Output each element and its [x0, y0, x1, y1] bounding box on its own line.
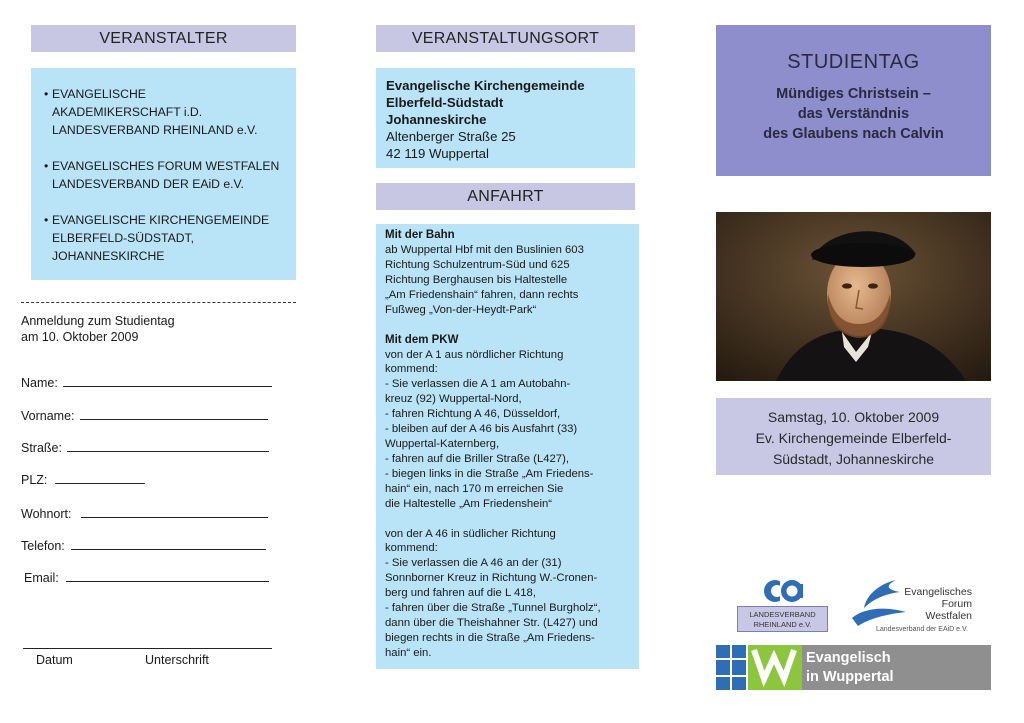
- name-line[interactable]: [63, 385, 272, 387]
- anmeldung-heading: Anmeldung zum Studientag am 10. Oktober 2009: [21, 314, 175, 344]
- bahn-text: ab Wuppertal Hbf mit den Buslinien 603 Richtung Schulzentrum-Süd und 625 Richtung Berghausen bis Haltestelle „Am Friedenshain“ fahren, dann rechts Fußweg „Von-der-Heydt-Park“: [385, 244, 584, 316]
- ort-box: [376, 68, 635, 168]
- wuppertal-grid-icon: [716, 645, 802, 690]
- date-location-box: Samstag, 10. Oktober 2009 Ev. Kirchengemeinde Elberfeld- Südstadt, Johanneskirche: [716, 398, 991, 475]
- veranstalter-item: • EVANGELISCHE AKADEMIKERSCHAFT i.D. LANDESVERBAND RHEINLAND e.V.: [44, 87, 258, 137]
- wohnort-line[interactable]: [81, 516, 268, 518]
- forum-westfalen-logo: [848, 574, 976, 638]
- vorname-field[interactable]: Vorname:: [21, 409, 268, 423]
- strasse-field[interactable]: Straße:: [21, 441, 269, 455]
- veranstalter-item: • EVANGELISCHE KIRCHENGEMEINDE ELBERFELD-SÜDSTADT, JOHANNESKIRCHE: [44, 213, 270, 263]
- plz-field[interactable]: PLZ:: [21, 473, 145, 487]
- ort-header: VERANSTALTUNGSORT: [376, 25, 635, 52]
- cut-line: [21, 302, 296, 303]
- ort-address: Evangelische Kirchengemeinde Elberfeld-Südstadt Johanneskirche Altenberger Straße 25 42 119 Wuppertal: [386, 78, 585, 161]
- veranstalter-header: VERANSTALTER: [31, 25, 296, 52]
- telefon-line[interactable]: [71, 548, 266, 550]
- anfahrt-header: ANFAHRT: [376, 183, 635, 210]
- forum-text: Evangelisches Forum Westfalen: [904, 586, 972, 622]
- pkw-text-north: von der A 1 aus nördlicher Richtung kommend: - Sie verlassen die A 1 am Autobahn- kreuz (92) Wuppertal-Nord, - fahren Richtung A 46, Düsseldorf, - bleiben auf der A 46 bis Ausfahrt (33) Wuppertal-Katernberg, - fahren auf die Briller Straße (L427), - biegen links in die Straße „Am Friedens- hain“ ein, nach 170 m erreichen Sie die Haltestelle „Am Friedenshein“: [385, 348, 594, 510]
- pkw-heading: Mit dem PKW: [385, 333, 459, 346]
- datum-label: Datum: [36, 653, 73, 667]
- strasse-line[interactable]: [67, 450, 269, 452]
- telefon-field[interactable]: Telefon:: [21, 539, 266, 553]
- wohnort-field[interactable]: Wohnort:: [21, 507, 268, 521]
- ea-logo-icon: [737, 576, 830, 606]
- ea-label: LANDESVERBAND RHEINLAND e.V.: [737, 606, 828, 632]
- ea-rheinland-logo: [737, 576, 830, 634]
- calvin-portrait: [716, 212, 991, 381]
- studientag-title: STUDIENTAG: [787, 51, 920, 73]
- wuppertal-logo: [716, 645, 991, 690]
- vorname-line[interactable]: [80, 418, 268, 420]
- forum-swoosh-icon: [848, 578, 908, 628]
- email-field[interactable]: Email:: [24, 571, 269, 585]
- unterschrift-label: Unterschrift: [145, 653, 209, 667]
- veranstalter-list: [44, 85, 289, 283]
- signature-line[interactable]: [23, 648, 272, 649]
- pkw-text-south: von der A 46 in südlicher Richtung kommend: - Sie verlassen die A 46 an der (31) Sonnborner Kreuz in Richtung W.-Cronen- berg und fahren auf die L 418, - fahren über die Straße „Tunnel Burgholz“, dann über die Theishahner Str. (L427) und biegen rechts in die Straße „Am Friedens- hain“ ein.: [385, 527, 601, 659]
- plz-line[interactable]: [55, 482, 145, 484]
- name-field[interactable]: Name:: [21, 376, 272, 390]
- veranstalter-item: • EVANGELISCHES FORUM WESTFALEN LANDESVERBAND DER EAiD e.V.: [44, 159, 280, 191]
- bahn-heading: Mit der Bahn: [385, 229, 455, 241]
- studientag-subtitle: Mündiges Christsein – das Verständnis des Glaubens nach Calvin: [763, 86, 944, 142]
- wuppertal-text: Evangelisch in Wuppertal: [802, 645, 991, 690]
- studientag-box: [716, 25, 991, 176]
- anfahrt-box: [376, 224, 639, 669]
- email-line[interactable]: [66, 580, 269, 582]
- veranstalter-box: [31, 68, 296, 280]
- forum-sub: Landesverband der EAiD e.V.: [876, 626, 968, 633]
